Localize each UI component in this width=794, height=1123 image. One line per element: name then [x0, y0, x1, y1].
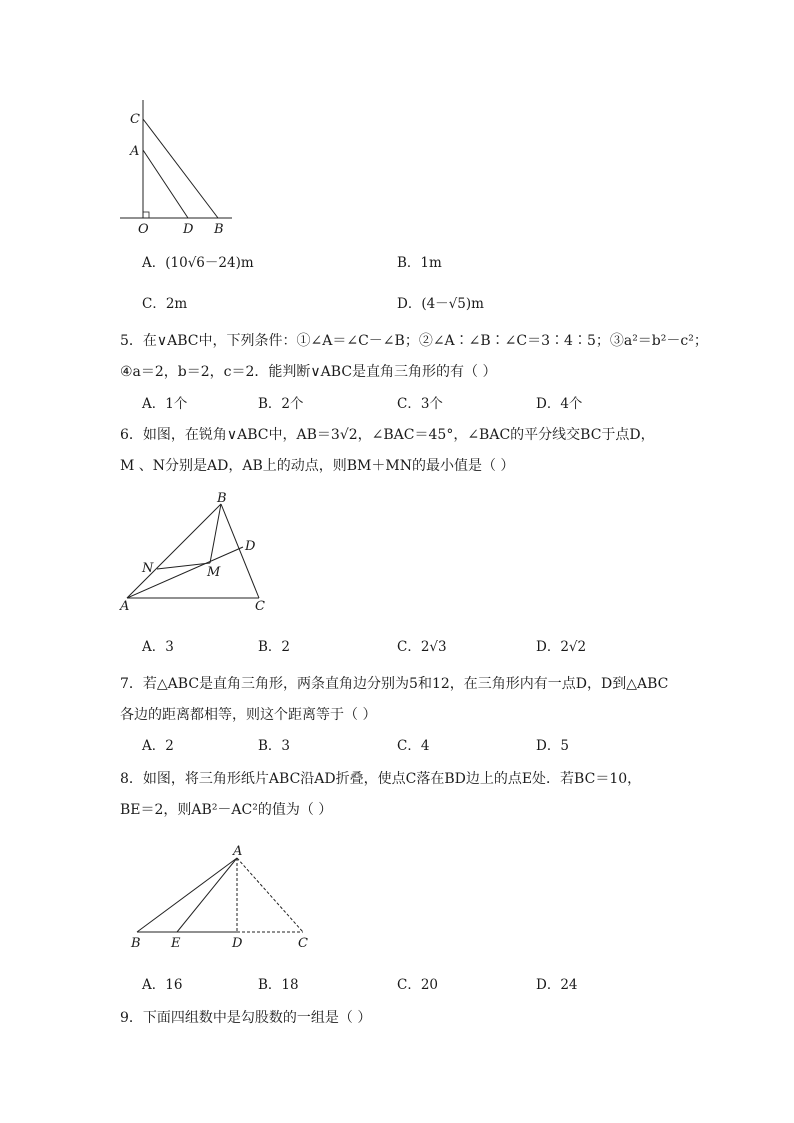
- q4-figure: [110, 95, 240, 235]
- side-ab: [127, 504, 221, 598]
- q8-option-b[interactable]: B．18: [258, 977, 299, 993]
- q7-line2: 各边的距离都相等，则这个距离等于（ ）: [120, 707, 377, 723]
- q6-line1: 6．如图，在锐角∨ABC中，AB＝3√2，∠BAC＝45°，∠BAC的平分线交BC于点D，: [120, 427, 655, 443]
- q5-option-c[interactable]: C．3个: [397, 396, 443, 412]
- q6-option-b[interactable]: B．2: [258, 639, 291, 655]
- label-b: B: [217, 491, 227, 506]
- q5-option-b[interactable]: B．2个: [258, 396, 304, 412]
- label-e: E: [171, 936, 181, 951]
- ladder-cb: [143, 119, 218, 218]
- q7-option-d[interactable]: D．5: [536, 738, 569, 754]
- q8-line1: 8．如图，将三角形纸片ABC沿AD折叠，使点C落在BD边上的点E处．若BC＝10，: [120, 771, 642, 787]
- q7-option-a[interactable]: A．2: [142, 738, 174, 754]
- q8-figure: [125, 840, 320, 955]
- label-b: B: [131, 936, 141, 951]
- segment-mn: [157, 563, 210, 569]
- q6-line2: M 、N分别是AD，AB上的动点，则BM＋MN的最小值是（ ）: [120, 458, 515, 474]
- q8-line2: BE＝2，则AB²－AC²的值为（ ）: [120, 802, 333, 818]
- q5-line1: 5．在∨ABC中，下列条件：①∠A＝∠C－∠B；②∠A∶∠B∶∠C＝3∶4∶5；③a²＝b²－c²；: [120, 333, 708, 349]
- label-a: A: [120, 599, 130, 614]
- q5-option-a[interactable]: A．1个: [142, 396, 188, 412]
- q8-option-a[interactable]: A．16: [142, 977, 183, 993]
- q6-option-a[interactable]: A．3: [142, 639, 174, 655]
- q9-line1: 9．下面四组数中是勾股数的一组是（ ）: [120, 1010, 372, 1026]
- segment-ab: [137, 858, 237, 932]
- label-d: D: [232, 936, 243, 951]
- q4-option-d[interactable]: D．(4－√5)m: [397, 296, 484, 312]
- label-d: D: [245, 539, 256, 554]
- q7-option-c[interactable]: C．4: [397, 738, 430, 754]
- q7-line1: 7．若△ABC是直角三角形，两条直角边分别为5和12，在三角形内有一点D，D到△ABC: [120, 676, 669, 692]
- label-c: C: [255, 599, 265, 614]
- label-m: M: [207, 565, 221, 580]
- q4-option-a[interactable]: A．(10√6－24)m: [142, 255, 254, 271]
- q7-option-b[interactable]: B．3: [258, 738, 291, 754]
- q8-option-c[interactable]: C．20: [397, 977, 439, 993]
- q8-option-d[interactable]: D．24: [536, 977, 578, 993]
- label-a: A: [233, 844, 243, 859]
- segment-ac-dashed: [237, 858, 303, 932]
- q4-option-b[interactable]: B．1m: [397, 255, 442, 271]
- right-angle-mark: [143, 212, 149, 218]
- label-c: C: [298, 936, 308, 951]
- q6-figure: [115, 485, 275, 615]
- q5-option-d[interactable]: D．4个: [536, 396, 583, 412]
- label-d: D: [183, 222, 194, 235]
- label-o: O: [138, 222, 149, 235]
- label-a: A: [130, 144, 140, 159]
- q6-option-d[interactable]: D．2√2: [536, 639, 587, 655]
- label-b: B: [214, 222, 224, 235]
- q4-option-c[interactable]: C．2m: [142, 296, 188, 312]
- segment-ae: [177, 858, 237, 932]
- label-n: N: [142, 561, 154, 576]
- q6-option-c[interactable]: C．2√3: [397, 639, 447, 655]
- ladder-ad: [143, 150, 188, 218]
- q5-line2: ④a＝2，b＝2，c＝2．能判断∨ABC是直角三角形的有（ ）: [120, 364, 497, 380]
- label-c: C: [130, 112, 140, 127]
